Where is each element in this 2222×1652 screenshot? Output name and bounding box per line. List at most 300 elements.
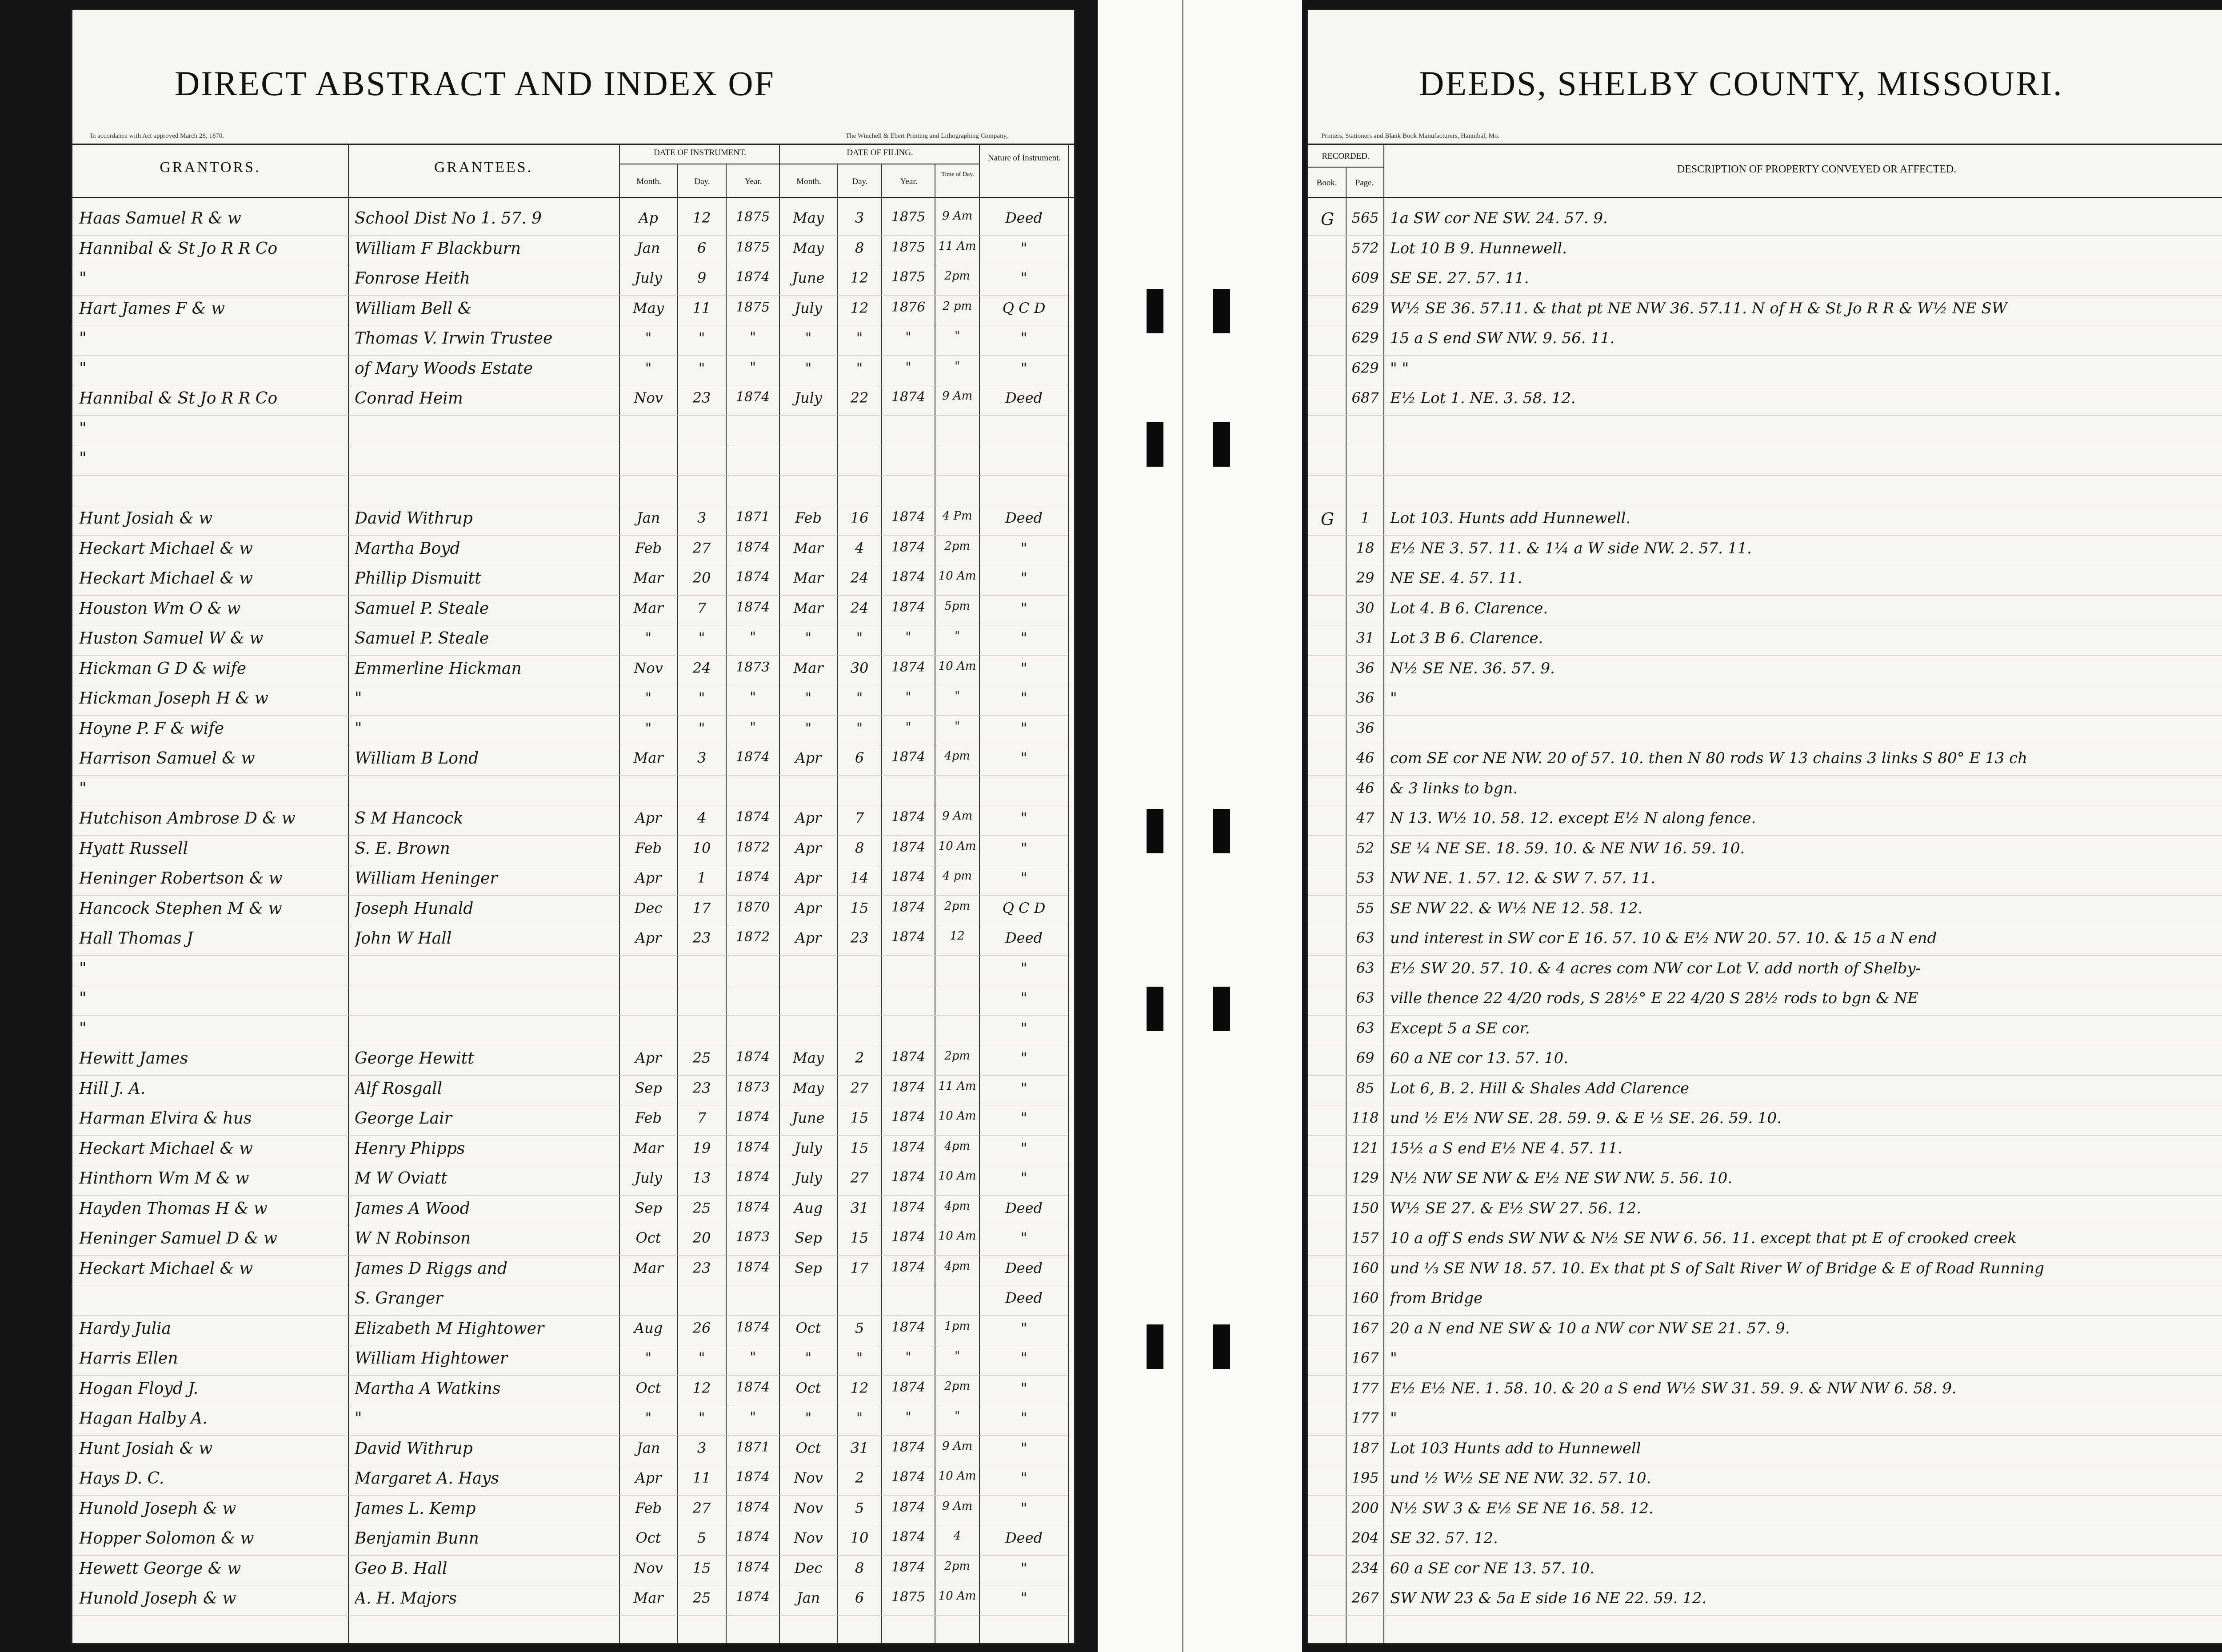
- grantee-cell: Margaret A. Hays: [355, 1469, 500, 1488]
- filing-day-cell: 3: [855, 209, 864, 226]
- filing-year-cell: 1874: [891, 599, 926, 615]
- inst-month-header: Month.: [636, 177, 661, 186]
- grantee-cell: Geo B. Hall: [355, 1559, 448, 1578]
- grantee-cell: Thomas V. Irwin Trustee: [355, 329, 553, 348]
- nature-cell: ": [1020, 1079, 1027, 1096]
- grantee-cell: James A Wood: [355, 1199, 470, 1218]
- page-cell: 572: [1351, 239, 1379, 256]
- nature-cell: ": [1020, 1499, 1027, 1516]
- filing-month-cell: July: [795, 1139, 822, 1156]
- page-cell: 30: [1356, 599, 1375, 616]
- grantor-cell: Hardy Julia: [79, 1319, 171, 1338]
- nature-cell: ": [1020, 1109, 1027, 1126]
- time-of-day-cell: 2 pm: [942, 299, 972, 313]
- page-cell: 55: [1356, 899, 1375, 916]
- grantor-cell: Hayden Thomas H & w: [79, 1199, 268, 1218]
- instrument-day-cell: 19: [692, 1139, 711, 1156]
- nature-cell: ": [1020, 1379, 1027, 1396]
- page-cell: 31: [1356, 629, 1375, 646]
- description-cell: 10 a off S ends SW NW & N½ SE NW 6. 56. 11. except that pt E of crooked creek: [1390, 1229, 2017, 1247]
- time-of-day-cell: 10 Am: [938, 1589, 976, 1603]
- filing-day-cell: 31: [850, 1439, 869, 1456]
- instrument-year-cell: 1874: [735, 269, 770, 285]
- printer-note-left: The Winchell & Ebert Printing and Lithographing Company,: [846, 132, 1008, 140]
- row-rule: [72, 355, 1068, 356]
- grantee-cell: George Hewitt: [355, 1049, 474, 1068]
- nature-cell: ": [1020, 749, 1027, 766]
- filing-day-cell: 15: [850, 1109, 869, 1126]
- page-cell: 47: [1356, 809, 1375, 826]
- row-rule: [1308, 715, 2222, 716]
- page-cell: 118: [1351, 1109, 1379, 1126]
- instrument-day-cell: ": [698, 1409, 705, 1426]
- grantor-cell: Hinthorn Wm M & w: [79, 1169, 249, 1188]
- filing-month-cell: May: [793, 1079, 824, 1096]
- row-rule: [72, 595, 1068, 596]
- description-cell: E½ E½ NE. 1. 58. 10. & 20 a S end W½ SW 31. 59. 9. & NW NW 6. 58. 9.: [1390, 1379, 1957, 1397]
- page-cell: 46: [1356, 779, 1375, 796]
- instrument-month-cell: May: [633, 299, 664, 316]
- time-of-day-header: Time of Day.: [941, 171, 974, 178]
- description-cell: ": [1390, 1349, 1397, 1367]
- filing-year-cell: 1874: [891, 539, 926, 555]
- instrument-month-cell: Nov: [634, 389, 663, 406]
- time-of-day-cell: 2pm: [944, 269, 970, 283]
- row-rule: [1308, 1315, 2222, 1316]
- filing-month-cell: Jan: [796, 1589, 820, 1606]
- row-rule: [72, 775, 1068, 776]
- instrument-day-cell: 3: [697, 749, 707, 766]
- description-cell: und ⅓ SE NW 18. 57. 10. Ex that pt S of Salt River W of Bridge & E of Road Running: [1390, 1259, 2044, 1277]
- instrument-month-cell: Nov: [634, 1559, 663, 1576]
- filing-day-cell: 10: [850, 1529, 869, 1546]
- grantee-cell: William Hightower: [355, 1349, 508, 1368]
- instrument-day-cell: 13: [692, 1169, 711, 1186]
- grantee-cell: Joseph Hunald: [355, 899, 474, 918]
- nature-cell: ": [1020, 1229, 1027, 1246]
- instrument-month-cell: Mar: [633, 749, 663, 766]
- left-ledger-page: [71, 9, 1075, 1644]
- grantee-cell: M W Oviatt: [355, 1169, 448, 1188]
- time-of-day-cell: 2pm: [944, 1559, 970, 1573]
- nature-cell: Q C D: [1002, 899, 1046, 916]
- grantor-cell: Hopper Solomon & w: [79, 1529, 254, 1548]
- instrument-day-cell: ": [698, 329, 705, 346]
- filing-month-cell: June: [792, 269, 825, 286]
- filing-month-cell: Mar: [793, 599, 823, 616]
- grantee-cell: S. E. Brown: [355, 839, 450, 858]
- filing-day-cell: 8: [855, 1559, 864, 1576]
- instrument-day-cell: 10: [692, 839, 711, 856]
- time-of-day-cell: 10 Am: [938, 1229, 976, 1243]
- filing-day-cell: ": [856, 329, 863, 346]
- time-of-day-cell: 9 Am: [942, 809, 973, 823]
- grantor-cell: Hill J. A.: [79, 1079, 146, 1098]
- header-top-rule: [1308, 144, 2222, 145]
- instrument-day-cell: 9: [697, 269, 707, 286]
- row-rule: [72, 655, 1068, 656]
- instrument-month-cell: Apr: [635, 929, 662, 946]
- filing-day-cell: 7: [855, 809, 864, 826]
- grantor-cell: Hunt Josiah & w: [79, 1439, 213, 1458]
- filing-day-cell: 8: [855, 839, 864, 856]
- instrument-day-cell: 3: [697, 509, 707, 526]
- nature-cell: ": [1020, 659, 1027, 676]
- grantor-cell: Hannibal & St Jo R R Co: [79, 389, 278, 408]
- filing-month-cell: ": [805, 689, 812, 706]
- right-ledger-page: [1307, 9, 2222, 1644]
- page-cell: 1: [1360, 509, 1370, 526]
- grantee-cell: Martha A Watkins: [355, 1379, 501, 1398]
- filing-day-cell: 14: [850, 869, 869, 886]
- grantor-cell: Hutchison Ambrose D & w: [79, 809, 296, 828]
- grantor-cell: Hays D. C.: [79, 1469, 164, 1488]
- grantor-cell: Hannibal & St Jo R R Co: [79, 239, 278, 258]
- instrument-day-cell: 12: [692, 209, 711, 226]
- instrument-month-cell: Feb: [635, 1499, 662, 1516]
- filing-month-cell: May: [793, 209, 824, 226]
- page-cell: 129: [1351, 1169, 1379, 1186]
- time-of-day-cell: 4: [953, 1529, 961, 1543]
- instrument-day-cell: 5: [697, 1529, 707, 1546]
- nature-cell: Deed: [1005, 389, 1043, 406]
- nature-cell: ": [1020, 1319, 1027, 1336]
- grantor-cell: Heninger Robertson & w: [79, 869, 283, 888]
- row-rule: [1308, 1435, 2222, 1436]
- instrument-month-cell: Sep: [635, 1199, 662, 1216]
- filing-day-cell: 31: [850, 1199, 869, 1216]
- description-header: DESCRIPTION OF PROPERTY CONVEYED OR AFFECTED.: [1677, 164, 1957, 175]
- instrument-day-cell: 23: [692, 1259, 711, 1276]
- instrument-year-cell: 1872: [735, 929, 770, 945]
- page-cell: 167: [1351, 1349, 1379, 1366]
- instrument-year-cell: 1870: [735, 899, 770, 915]
- instrument-year-cell: 1875: [735, 209, 770, 225]
- row-rule: [72, 1135, 1068, 1136]
- instrument-year-cell: ": [750, 329, 756, 345]
- instrument-month-cell: Apr: [635, 809, 662, 826]
- filing-month-cell: Oct: [795, 1379, 821, 1396]
- filing-year-cell: 1875: [891, 269, 926, 285]
- instrument-day-cell: 25: [692, 1589, 711, 1606]
- instrument-day-cell: 11: [692, 1469, 711, 1486]
- filing-day-cell: 5: [855, 1319, 864, 1336]
- filing-month-cell: Apr: [795, 929, 822, 946]
- filing-month-cell: Oct: [795, 1439, 821, 1456]
- instrument-year-cell: 1874: [735, 749, 770, 765]
- page-cell: 187: [1351, 1439, 1379, 1456]
- row-rule: [72, 1615, 1068, 1616]
- grantor-cell: Hoyne P. F & wife: [79, 719, 224, 738]
- instrument-day-cell: ": [698, 689, 705, 706]
- instrument-day-cell: 27: [692, 539, 711, 556]
- time-of-day-cell: ": [955, 1349, 960, 1363]
- filing-year-cell: 1874: [891, 1199, 926, 1215]
- instrument-year-cell: 1874: [735, 1499, 770, 1515]
- instrument-month-cell: Jan: [636, 1439, 660, 1456]
- binding-gutter: [1098, 0, 1302, 1652]
- grantee-cell: Elizabeth M Hightower: [355, 1319, 544, 1338]
- time-of-day-cell: 2pm: [944, 1049, 970, 1063]
- grantor-cell: Hewett George & w: [79, 1559, 241, 1578]
- page-cell: 609: [1351, 269, 1379, 286]
- description-cell: ville thence 22 4/20 rods, S 28½° E 22 4/20 S 28½ rods to bgn & NE: [1390, 989, 1918, 1007]
- filing-year-cell: ": [905, 359, 911, 375]
- filing-day-cell: 5: [855, 1499, 864, 1516]
- description-cell: SW NW 23 & 5a E side 16 NE 22. 59. 12.: [1390, 1589, 1707, 1607]
- description-cell: 20 a N end NE SW & 10 a NW cor NW SE 21. 57. 9.: [1390, 1319, 1790, 1337]
- nature-cell: ": [1020, 359, 1027, 376]
- grantee-cell: David Withrup: [355, 1439, 473, 1458]
- instrument-month-cell: Mar: [633, 599, 663, 616]
- grantee-cell: Martha Boyd: [355, 539, 460, 558]
- filing-day-header: Day.: [852, 177, 868, 186]
- instrument-day-cell: 25: [692, 1199, 711, 1216]
- filing-day-cell: ": [856, 1349, 863, 1366]
- row-rule: [1308, 295, 2222, 296]
- nature-cell: ": [1020, 689, 1027, 706]
- nature-cell: Deed: [1005, 1259, 1043, 1276]
- filing-day-cell: 27: [850, 1169, 869, 1186]
- filing-month-cell: Nov: [794, 1469, 823, 1486]
- nature-cell: ": [1020, 269, 1027, 286]
- grantor-cell: Houston Wm O & w: [79, 599, 241, 618]
- page-cell: 177: [1351, 1409, 1379, 1426]
- filing-day-cell: ": [856, 689, 863, 706]
- row-rule: [72, 475, 1068, 476]
- grantee-cell: A. H. Majors: [355, 1589, 457, 1608]
- grantees-header: GRANTEES.: [434, 159, 533, 176]
- page-cell: 36: [1356, 689, 1375, 706]
- filing-year-cell: 1874: [891, 929, 926, 945]
- nature-cell: Deed: [1005, 1289, 1043, 1306]
- page-cell: 200: [1351, 1499, 1379, 1516]
- nature-cell: ": [1020, 239, 1027, 256]
- binding-hole: [1147, 1324, 1163, 1369]
- description-cell: Lot 103 Hunts add to Hunnewell: [1390, 1439, 1641, 1457]
- filing-month-cell: Feb: [795, 509, 822, 526]
- instrument-year-cell: 1874: [735, 1199, 770, 1215]
- instrument-month-cell: Apr: [635, 1049, 662, 1066]
- nature-cell: ": [1020, 1439, 1027, 1456]
- page-cell: 150: [1351, 1199, 1379, 1216]
- nature-cell: Deed: [1005, 929, 1043, 946]
- binding-hole: [1213, 422, 1230, 467]
- instrument-day-cell: 3: [697, 1439, 707, 1456]
- nature-cell: Deed: [1005, 1529, 1043, 1546]
- grantee-cell: Samuel P. Steale: [355, 599, 489, 618]
- grantee-cell: William Bell &: [355, 299, 472, 318]
- instrument-month-cell: Feb: [635, 839, 662, 856]
- time-of-day-cell: 4 pm: [942, 869, 972, 883]
- time-of-day-cell: ": [955, 629, 960, 643]
- filing-month-cell: ": [805, 1349, 812, 1366]
- book-header: Book.: [1316, 178, 1337, 188]
- instrument-day-cell: 11: [692, 299, 711, 316]
- page-cell: 167: [1351, 1319, 1379, 1336]
- row-rule: [1308, 1075, 2222, 1076]
- filing-year-cell: 1874: [891, 1559, 926, 1575]
- grantor-cell: Heninger Samuel D & w: [79, 1229, 277, 1248]
- instrument-year-cell: 1875: [735, 239, 770, 255]
- instrument-day-cell: 17: [692, 899, 711, 916]
- printer-note-right: Printers, Stationers and Blank Book Manufacturers, Hannibal, Mo.: [1321, 132, 1500, 140]
- header-bottom-rule: [1308, 197, 2222, 198]
- instrument-year-cell: 1875: [735, 299, 770, 315]
- instrument-month-cell: ": [645, 629, 652, 646]
- row-rule: [1308, 595, 2222, 596]
- grantee-cell: Conrad Heim: [355, 389, 463, 408]
- instrument-month-cell: ": [645, 719, 652, 736]
- grantor-cell: Hall Thomas J: [79, 929, 193, 948]
- filing-year-cell: 1876: [891, 299, 926, 315]
- col-divider: [837, 164, 838, 1644]
- description-cell: Lot 10 B 9. Hunnewell.: [1390, 239, 1567, 257]
- nature-cell: ": [1020, 629, 1027, 646]
- instrument-day-cell: 20: [692, 1229, 711, 1246]
- description-cell: Except 5 a SE cor.: [1390, 1019, 1530, 1037]
- nature-cell: ": [1020, 569, 1027, 586]
- filing-year-cell: 1874: [891, 509, 926, 525]
- instrument-year-cell: 1872: [735, 839, 770, 855]
- instrument-month-cell: July: [635, 1169, 662, 1186]
- grantee-cell: Alf Rosgall: [355, 1079, 443, 1098]
- filing-year-cell: 1874: [891, 1379, 926, 1395]
- filing-month-cell: Sep: [795, 1229, 822, 1246]
- instrument-year-cell: 1874: [735, 1139, 770, 1155]
- row-rule: [72, 1195, 1068, 1196]
- filing-day-cell: 27: [850, 1079, 869, 1096]
- instrument-year-cell: 1874: [735, 1469, 770, 1485]
- grantor-cell: Huston Samuel W & w: [79, 629, 264, 648]
- filing-month-header: Month.: [796, 177, 821, 186]
- description-cell: com SE cor NE NW. 20 of 57. 10. then N 80 rods W 13 chains 3 links S 80° E 13 ch: [1390, 749, 2028, 767]
- instrument-year-cell: 1873: [735, 1079, 770, 1095]
- time-of-day-cell: 9 Am: [942, 1499, 973, 1513]
- instrument-month-cell: Oct: [635, 1529, 661, 1546]
- page-header: Page.: [1355, 178, 1374, 188]
- time-of-day-cell: 10 Am: [938, 1469, 976, 1483]
- time-of-day-cell: 10 Am: [938, 569, 976, 583]
- row-rule: [72, 1375, 1068, 1376]
- right-page-title: DEEDS, SHELBY COUNTY, MISSOURI.: [1419, 64, 2063, 103]
- col-divider: [726, 164, 727, 1644]
- nature-cell: ": [1020, 1349, 1027, 1366]
- row-rule: [1308, 415, 2222, 416]
- filing-month-cell: July: [795, 1169, 822, 1186]
- row-rule: [72, 1075, 1068, 1076]
- filing-year-cell: 1875: [891, 1589, 926, 1605]
- instrument-month-cell: Apr: [635, 869, 662, 886]
- instrument-day-cell: ": [698, 1349, 705, 1366]
- instrument-day-cell: 23: [692, 1079, 711, 1096]
- grantee-cell: William B Lond: [355, 749, 479, 768]
- row-rule: [1308, 235, 2222, 236]
- col-divider: [881, 164, 882, 1644]
- instrument-month-cell: Apr: [635, 1469, 662, 1486]
- grantor-cell: ": [79, 1019, 87, 1038]
- row-rule: [1308, 1015, 2222, 1016]
- filing-month-cell: ": [805, 329, 812, 346]
- filing-day-cell: ": [856, 629, 863, 646]
- page-cell: 267: [1351, 1589, 1379, 1606]
- filing-day-cell: 2: [855, 1049, 864, 1066]
- grantor-cell: ": [79, 779, 87, 798]
- filing-year-cell: 1874: [891, 1529, 926, 1545]
- instrument-month-cell: Nov: [634, 659, 663, 676]
- inst-day-header: Day.: [694, 177, 710, 186]
- row-rule: [72, 1555, 1068, 1556]
- filing-year-cell: 1874: [891, 659, 926, 675]
- row-rule: [1308, 1195, 2222, 1196]
- page-cell: 157: [1351, 1229, 1379, 1246]
- instrument-year-cell: 1874: [735, 569, 770, 585]
- row-rule: [1308, 895, 2222, 896]
- grantor-cell: ": [79, 959, 87, 978]
- filing-month-cell: Apr: [795, 749, 822, 766]
- page-cell: 629: [1351, 359, 1379, 376]
- filing-year-cell: 1874: [891, 1259, 926, 1275]
- description-cell: from Bridge: [1390, 1289, 1483, 1307]
- header-bottom-rule: [72, 197, 1075, 198]
- filing-day-cell: 16: [850, 509, 869, 526]
- time-of-day-cell: ": [955, 719, 960, 733]
- description-cell: W½ SE 27. & E½ SW 27. 56. 12.: [1390, 1199, 1642, 1217]
- description-cell: NW NE. 1. 57. 12. & SW 7. 57. 11.: [1390, 869, 1656, 887]
- filing-month-cell: July: [795, 389, 822, 406]
- filing-year-cell: 1875: [891, 209, 926, 225]
- instrument-year-cell: 1874: [735, 869, 770, 885]
- filing-day-cell: 12: [850, 1379, 869, 1396]
- filing-year-cell: 1874: [891, 1229, 926, 1245]
- row-rule: [72, 835, 1068, 836]
- instrument-day-cell: 24: [692, 659, 711, 676]
- description-cell: N½ NW SE NW & E½ NE SW NW. 5. 56. 10.: [1390, 1169, 1733, 1187]
- grantor-cell: Hunold Joseph & w: [79, 1589, 236, 1608]
- description-cell: 60 a SE cor NE 13. 57. 10.: [1390, 1559, 1595, 1577]
- description-cell: SE 32. 57. 12.: [1390, 1529, 1498, 1547]
- instrument-year-cell: 1871: [735, 1439, 770, 1455]
- filing-day-cell: 15: [850, 1139, 869, 1156]
- instrument-day-cell: 1: [697, 869, 707, 886]
- time-of-day-cell: 2pm: [944, 1379, 970, 1393]
- instrument-day-cell: 27: [692, 1499, 711, 1516]
- filing-day-cell: 24: [850, 599, 869, 616]
- page-cell: 85: [1356, 1079, 1375, 1096]
- row-rule: [72, 715, 1068, 716]
- filing-day-cell: 12: [850, 269, 869, 286]
- instrument-month-cell: July: [635, 269, 662, 286]
- date-filing-header: DATE OF FILING.: [847, 148, 913, 157]
- col-divider-nature: [979, 144, 980, 1644]
- page-cell: 63: [1356, 1019, 1375, 1036]
- instrument-day-cell: ": [698, 719, 705, 736]
- grantor-cell: Hart James F & w: [79, 299, 225, 318]
- col-divider-instrument: [619, 144, 620, 1644]
- grantee-cell: George Lair: [355, 1109, 452, 1128]
- grantor-cell: Harris Ellen: [79, 1349, 178, 1368]
- instrument-month-cell: ": [645, 1409, 652, 1426]
- grantee-cell: Benjamin Bunn: [355, 1529, 479, 1548]
- filing-month-cell: Nov: [794, 1499, 823, 1516]
- filing-month-cell: ": [805, 629, 812, 646]
- nature-cell: ": [1020, 989, 1027, 1006]
- grantee-cell: William F Blackburn: [355, 239, 521, 258]
- grantee-cell: ": [355, 1409, 362, 1428]
- filing-month-cell: Mar: [793, 569, 823, 586]
- time-of-day-cell: 1pm: [944, 1319, 970, 1333]
- instrument-year-cell: 1874: [735, 1259, 770, 1275]
